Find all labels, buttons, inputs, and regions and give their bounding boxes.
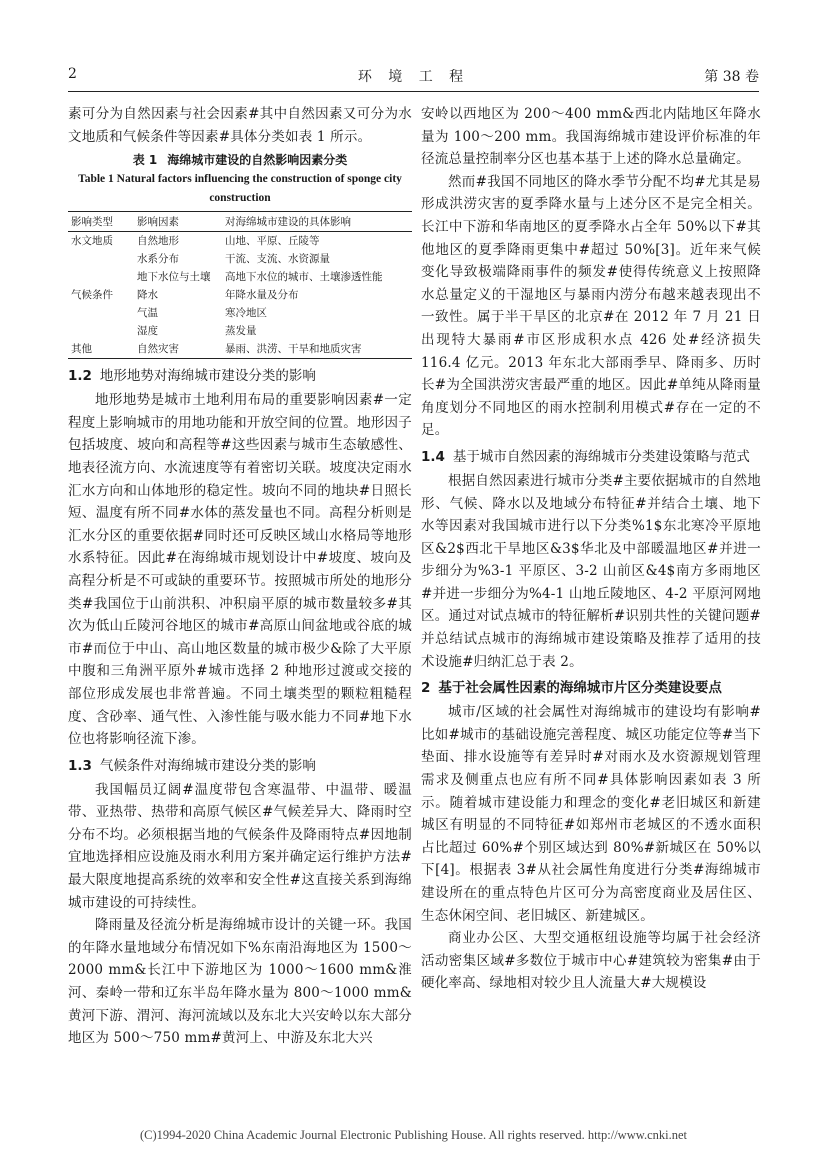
section-number: 1.3 bbox=[68, 757, 92, 774]
table-row bbox=[68, 250, 412, 268]
table-cell: 暴雨、洪涝、干旱和地质灾害 bbox=[222, 340, 412, 359]
table-cell: 气候条件 bbox=[71, 288, 113, 301]
table-header-row bbox=[68, 212, 412, 232]
table-cell bbox=[68, 250, 134, 268]
table-cell: 年降水量及分布 bbox=[225, 288, 299, 301]
table-cell: 自然地形 bbox=[137, 234, 179, 247]
table1-natural-factors bbox=[68, 211, 412, 359]
table1-label: 表 1 bbox=[132, 153, 158, 168]
table1-title-cn: 海绵城市建设的自然影响因素分类 bbox=[167, 153, 348, 168]
table-cell: 湿度 bbox=[137, 324, 158, 337]
right-column bbox=[421, 103, 761, 995]
section-number: 1.2 bbox=[68, 368, 92, 385]
rainfall-paragraph: 降雨量及径流分析是海绵城市设计的关键一环。我国的年降水量地域分布情况如下%东南沿海地区为 1500～2000 mm&长江中下游地区为 1000～1600 mm&淮河、秦岭一带和辽东半岛年降水量为 800～1000 mm&黄河下游、渭河、海河流域以及东北大兴安岭以东大部分地区为 500～750 mm#黄河上、中游及东北大兴 bbox=[68, 917, 412, 1047]
column-header: 对海绵城市建设的具体影响 bbox=[222, 212, 412, 232]
table-row bbox=[68, 268, 412, 286]
left-column bbox=[68, 103, 412, 1050]
table-cell: 其他 bbox=[68, 340, 134, 359]
table-cell: 干流、支流、水资源量 bbox=[225, 252, 330, 265]
table-cell: 高地下水位的城市、土壤渗透性能 bbox=[225, 270, 383, 283]
column-header: 影响因素 bbox=[134, 212, 222, 232]
table1-caption-cn bbox=[68, 150, 412, 170]
table-cell: 降水 bbox=[137, 288, 158, 301]
table-cell: 自然灾害 bbox=[134, 340, 222, 359]
table-row bbox=[68, 340, 412, 359]
section-number: 2 bbox=[421, 680, 431, 697]
table-row bbox=[68, 286, 412, 304]
section-heading-1-2 bbox=[68, 365, 412, 387]
table-cell: 水系分布 bbox=[137, 252, 179, 265]
social-attributes-paragraph: 城市/区域的社会属性对海绵城市的建设均有影响#比如#城市的基础设施完善程度、城区功能定位等#当下垫面、排水设施等有差异时#对雨水及水资源规划管理需求及侧重点也应有所不同#具体影响因素如表 3 所示。随着城市建设能力和理念的变化#老旧城区和新建城区有明显的不同特征#如郑州市老城区的不透水面积占比超过 60%#个别区域达到 80%#新城区在 50%以下[4]。根据表 3#从社会属性角度进行分类#海绵城市建设所在的重点特色片区可分为高密度商业及居住区、生态休闲空间、老旧城区、新建城区。 bbox=[421, 704, 761, 924]
page-number: 2 bbox=[68, 66, 77, 82]
section-title: 气候条件对海绵城市建设分类的影响 bbox=[99, 757, 316, 774]
table-row bbox=[68, 322, 412, 340]
classification-paragraph: 根据自然因素进行城市分类#主要依据城市的自然地形、气候、降水以及地域分布特征#并结合土壤、地下水等因素对我国城市进行以下分类%1$东北寒冷平原地区&2$西北干旱地区&3$华北及中部暖温地区#并进一步细分为%3-1 平原区、3-2 山前区&4$南方多雨地区#并进一步细分为%4-1 山地丘陵地区、4-2 平原河网地区。通过对试点城市的特征解析#识别共性的关键问题#并总结试点城市的海绵城市建设策略及推荐了适用的技术设施#归纳汇总于表 2。 bbox=[421, 472, 761, 670]
table1-caption-en: Table 1 Natural factors influencing the construction of sponge city construction bbox=[78, 173, 402, 205]
commercial-districts-paragraph: 商业办公区、大型交通枢纽设施等均属于社会经济活动密集区域#多数位于城市中心#建筑较为密集#由于硬化率高、绿地相对较少且人流量大#大规模设 bbox=[421, 930, 761, 992]
terrain-paragraph: 地形地势是城市土地利用布局的重要影响因素#一定程度上影响城市的用地功能和开放空间的位置。地形因子包括坡度、坡向和高程等#这些因素与城市生态敏感性、地表径流方向、水流速度等有着密切关联。坡度决定雨水汇水方向和山体地形的稳定性。坡向不同的地块#日照长短、温度有所不同#水体的蒸发量也不同。高程分析则是汇水分区的重要依据#同时还可反映区域山水格局等地形水系特征。因此#在海绵城市规划设计中#坡度、坡向及高程分析是不可或缺的重要环节。按照城市所处的地形分类#我国位于山前洪积、冲积扇平原的城市数量较多#其次为低山丘陵河谷地区的城市#高原山间盆地或谷底的城市#而位于中山、高山地区数量的城市极少&除了大平原中腹和三角洲平原外#城市选择 2 种地形过渡或交接的部位形成发展也非常普遍。不同土壤类型的颗粒粗糙程度、含砂率、通气性、入渗性能与吸水能力不同#地下水位也将影响径流下渗。 bbox=[68, 392, 412, 748]
table-cell bbox=[68, 268, 134, 286]
section-number: 1.4 bbox=[421, 448, 445, 465]
column-header: 影响类型 bbox=[68, 212, 134, 232]
table-cell: 山地、平原、丘陵等 bbox=[225, 234, 320, 247]
table-cell bbox=[68, 322, 134, 340]
table-cell: 地下水位与土壤 bbox=[137, 270, 211, 283]
section-heading-2 bbox=[421, 677, 761, 699]
journal-title: 环 境 工 程 bbox=[357, 69, 470, 85]
climate-paragraph: 我国幅员辽阔#温度带包含寒温带、中温带、暖温带、亚热带、热带和高原气候区#气候差异大、降雨时空分布不均。必须根据当地的气候条件及降雨特点#因地制宜地选择相应设施及雨水利用方案并确定运行维护方法#最大限度地提高系统的效率和安全性#这直接关系到海绵城市建设的可持续性。 bbox=[68, 781, 412, 911]
table-cell: 气温 bbox=[137, 306, 158, 319]
table-row bbox=[68, 304, 412, 322]
volume-label: 第 38 卷 bbox=[704, 69, 759, 85]
section-title: 基于社会属性因素的海绵城市片区分类建设要点 bbox=[438, 680, 722, 697]
section-title: 地形地势对海绵城市建设分类的影响 bbox=[99, 368, 316, 385]
header-rule bbox=[68, 91, 759, 92]
table-cell: 蒸发量 bbox=[225, 324, 257, 337]
table-row bbox=[68, 232, 412, 251]
rainfall-continued-paragraph: 安岭以西地区为 200～400 mm&西北内陆地区年降水量为 100～200 mm。我国海绵城市建设评价标准的年径流总量控制率分区也基本基于上述的降水总量确定。 bbox=[421, 106, 761, 168]
section-heading-1-3 bbox=[68, 755, 412, 777]
intro-paragraph: 素可分为自然因素与社会因素#其中自然因素又可分为水文地质和气候条件等因素#具体分类如表 1 所示。 bbox=[68, 106, 412, 145]
table-cell: 寒冷地区 bbox=[225, 306, 267, 319]
seasonal-paragraph: 然而#我国不同地区的降水季节分配不均#尤其是易形成洪涝灾害的夏季降水量与上述分区不是完全相关。长江中下游和华南地区的夏季降水占全年 50%以下#其他地区的夏季降雨更集中#超过 50%[3]。近年来气候变化导致极端降雨事件的频发#使得传统意义上按照降水总量定义的干湿地区与暴雨内涝分布越来越表现出不一致性。属于半干旱区的北京#在 2012 年 7 月 21 日出现特大暴雨#市区形成积水点 426 处#经济损失 116.4 亿元。2013 年东北大部雨季早、降雨多、历时长#为全国洪涝灾害最严重的地区。因此#单纯从降雨量角度划分不同地区的雨水控制利用模式#存在一定的不足。 bbox=[421, 173, 761, 439]
section-title: 基于城市自然因素的海绵城市分类建设策略与范式 bbox=[452, 448, 750, 465]
table-cell: 水文地质 bbox=[71, 234, 113, 247]
section-heading-1-4 bbox=[421, 446, 761, 468]
running-header bbox=[68, 66, 759, 88]
table-cell bbox=[68, 304, 134, 322]
copyright-footer: (C)1994-2020 China Academic Journal Electronic Publishing House. All rights reserved. http://www.cnki.net bbox=[139, 1128, 687, 1142]
